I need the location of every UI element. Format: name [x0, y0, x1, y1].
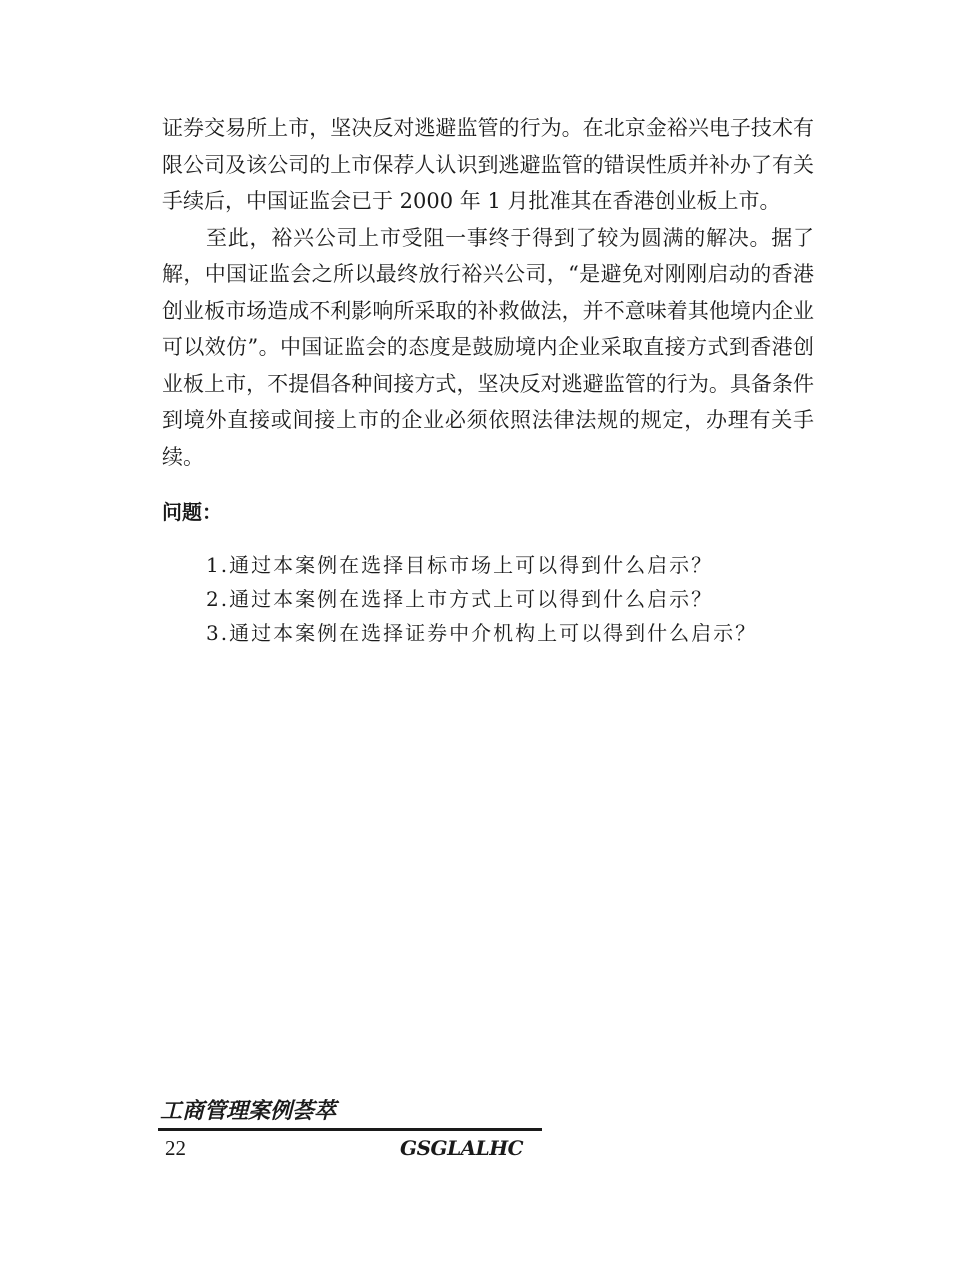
question-item: 2.通过本案例在选择上市方式上可以得到什么启示？ — [206, 587, 714, 611]
body-text — [162, 110, 814, 475]
footer-divider — [158, 1128, 542, 1131]
footer-book-title: 工商管理案例荟萃 — [160, 1098, 337, 1124]
paragraph: 至此，裕兴公司上市受阻一事终于得到了较为圆满的解决。据了解，中国证监会之所以最终放行裕兴公司，“是避免对刚刚启动的香港创业板市场造成不利影响所采取的补救做法，并不意味着其他境内企业可以效仿”。中国证监会的态度是鼓励境内企业采取直接方式到香港创业板上市，不提倡各种间接方式，坚决反对逃避监管的行为。具备条件到境外直接或间接上市的企业必须依照法律法规的规定，办理有关手续。 — [162, 225, 814, 469]
footer-brand: GSGLALHC — [400, 1136, 524, 1160]
questions-heading: 问题： — [162, 500, 222, 524]
page-number: 22 — [165, 1136, 186, 1160]
paragraph-continued: 证券交易所上市，坚决反对逃避监管的行为。在北京金裕兴电子技术有限公司及该公司的上市保荐人认识到逃避监管的错误性质并补办了有关手续后，中国证监会已于 2000 年 1 月批准其在香港创业板上市。 — [162, 116, 814, 213]
question-item: 1.通过本案例在选择目标市场上可以得到什么启示？ — [206, 553, 714, 577]
question-item: 3.通过本案例在选择证券中介机构上可以得到什么启示？ — [206, 621, 758, 645]
questions-list — [206, 548, 806, 650]
